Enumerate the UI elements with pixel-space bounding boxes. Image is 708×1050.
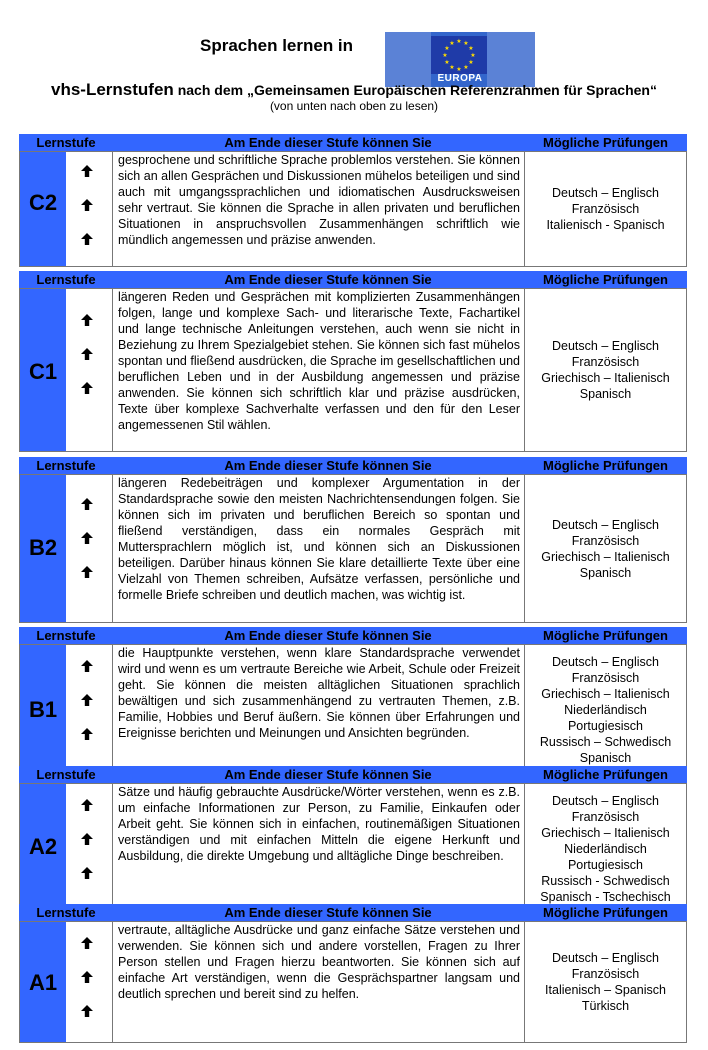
- exam-list: [525, 152, 686, 266]
- exam-item: Türkisch: [581, 999, 630, 1013]
- up-arrow-icon: [80, 693, 94, 707]
- page-title: Sprachen lernen in: [200, 36, 354, 55]
- level-block-c2: [19, 134, 687, 267]
- col-header-end: Am Ende dieser Stufe können Sie: [224, 628, 432, 643]
- col-header-end: Am Ende dieser Stufe können Sie: [224, 135, 432, 150]
- level-description: längeren Reden und Gesprächen mit komplizierten Zusammenhängen folgen, lange und komplexe Sach- und literarische Texte, Fachartikel und lange technische Anleitungen verstehen, auch wenn sie nicht in Beziehung zu Ihrem Spezialgebiet stehen. Sie können sich fast mühelos spontan und fließend ausdrücken, die Sprache im gesellschaftlichen und beruflichen Leben und in der Ausbildung angemessen und präzise anwenden. Sie können sich schriftlich klar und präzise ausdrücken, Texte über komplexe Sachverhalte verfassen und den für den Leser angemessenen Stil wählen.: [114, 289, 525, 451]
- up-arrow-icon: [80, 832, 94, 846]
- exam-item: Deutsch – Englisch: [551, 951, 659, 965]
- exam-list: [525, 784, 686, 913]
- level-cell: [20, 475, 66, 622]
- exam-list: [525, 922, 686, 1042]
- svg-text:★: ★: [444, 45, 450, 52]
- level-description: gesprochene und schriftliche Sprache problemlos verstehen. Sie können sich an allen Gesprächen und Diskussionen mühelos beteiligen und sind auch mit umgangssprachlichen und idiomatischen Ausdrucksweisen sehr vertraut. Sie können die Sprache in allen privaten und beruflichen Situationen in anspruchsvollen Zusammenhängen schriftlich wie mündlich angemessen und präzise anwenden.: [114, 152, 525, 266]
- exam-item: Portugiesisch: [567, 857, 644, 872]
- exam-item: Italienisch – Spanisch: [545, 983, 666, 997]
- eu-flag-icon: [431, 36, 487, 74]
- col-header-level: Lernstufe: [36, 272, 96, 287]
- up-arrow-icon: [80, 381, 94, 395]
- level-block-b1: [19, 627, 687, 776]
- level-header: [19, 627, 687, 644]
- col-header-level: Lernstufe: [36, 458, 96, 473]
- up-arrow-icon: [80, 565, 94, 579]
- level-body: [19, 474, 687, 623]
- up-arrow-icon: [80, 1004, 94, 1018]
- exam-item: Deutsch – Englisch: [551, 655, 659, 669]
- level-header: [19, 766, 687, 783]
- col-header-exams: Mögliche Prüfungen: [543, 905, 668, 920]
- level-code: C1: [28, 359, 58, 384]
- up-arrow-icon: [80, 798, 94, 812]
- level-cell: [20, 922, 66, 1042]
- exam-item: Russisch - Schwedisch: [541, 873, 670, 888]
- subtitle: [0, 80, 708, 100]
- exam-list: [525, 645, 686, 775]
- level-header: [19, 271, 687, 288]
- svg-text:★: ★: [456, 38, 462, 45]
- exam-item: Griechisch – Italienisch: [541, 549, 670, 564]
- exam-item: Spanisch: [579, 565, 632, 580]
- exam-item: Italienisch - Spanisch: [546, 218, 665, 232]
- exam-item: Französisch: [571, 355, 640, 369]
- up-arrow-icon: [80, 164, 94, 178]
- up-arrow-icon: [80, 347, 94, 361]
- exam-list: [525, 475, 686, 622]
- level-cell: [20, 152, 66, 266]
- level-body: [19, 921, 687, 1043]
- exam-item: Niederländisch: [564, 703, 647, 717]
- level-code: A1: [28, 970, 58, 995]
- level-body: [19, 783, 687, 914]
- europa-logo: [385, 32, 535, 87]
- subtitle-rest: nach dem „Gemeinsamen Europäischen Referenzrahmen für Sprachen“: [173, 82, 657, 98]
- svg-text:★: ★: [449, 40, 455, 47]
- col-header-level: Lernstufe: [36, 767, 96, 782]
- up-arrow-icon: [80, 970, 94, 984]
- exam-item: Französisch: [571, 671, 640, 685]
- level-body: [19, 151, 687, 267]
- level-header: [19, 134, 687, 151]
- level-body: [19, 288, 687, 452]
- logo-label: EUROPA: [437, 73, 483, 84]
- col-header-exams: Mögliche Prüfungen: [543, 458, 668, 473]
- arrow-column: [66, 922, 113, 1042]
- exam-item: Portugiesisch: [567, 719, 644, 733]
- subtitle-note: (von unten nach oben zu lesen): [269, 99, 439, 113]
- level-description: vertraute, alltägliche Ausdrücke und ganz einfache Sätze verstehen und verwenden. Sie können sich und andere vorstellen, Fragen zu Ihrer Person stellen und Fragen hierzu beantworten. Sie können sich auf einfache Art verständigen, wenn die Gesprächspartner langsam und deutlich sprechen und bereit sind zu helfen.: [114, 922, 525, 1042]
- svg-text:★: ★: [463, 40, 469, 47]
- up-arrow-icon: [80, 313, 94, 327]
- col-header-level: Lernstufe: [36, 628, 96, 643]
- level-code: B1: [28, 697, 58, 722]
- col-header-exams: Mögliche Prüfungen: [543, 135, 668, 150]
- subtitle-bold: vhs-Lernstufen: [51, 80, 174, 99]
- up-arrow-icon: [80, 936, 94, 950]
- arrow-column: [66, 784, 113, 913]
- exam-item: Französisch: [571, 809, 640, 824]
- arrow-column: [66, 289, 113, 451]
- col-header-end: Am Ende dieser Stufe können Sie: [224, 272, 432, 287]
- exam-item: Deutsch – Englisch: [551, 793, 659, 808]
- up-arrow-icon: [80, 727, 94, 741]
- col-header-level: Lernstufe: [36, 905, 96, 920]
- col-header-level: Lernstufe: [36, 135, 96, 150]
- exam-item: Deutsch – Englisch: [551, 186, 659, 200]
- level-body: [19, 644, 687, 776]
- level-description: die Hauptpunkte verstehen, wenn klare Standardsprache verwendet wird und wenn es um vertraute Bereiche wie Arbeit, Schule oder Freizeit geht. Sie können die meisten alltäglichen Situationen sprachlich bewältigen und sich zusammenhängend zu vertrauten Themen, z.B. Familie, Hobbies und Beruf äußern. Sie können über Erfahrungen und Ereignisse berichten und Meinungen und Ansichten begründen.: [114, 645, 525, 775]
- col-header-end: Am Ende dieser Stufe können Sie: [224, 905, 432, 920]
- exam-list: [525, 289, 686, 451]
- arrow-column: [66, 152, 113, 266]
- exam-item: Französisch: [571, 967, 640, 981]
- level-cell: [20, 289, 66, 451]
- exam-item: Griechisch – Italienisch: [541, 687, 670, 701]
- svg-text:★: ★: [468, 45, 474, 52]
- level-code: B2: [28, 535, 58, 560]
- arrow-column: [66, 475, 113, 622]
- svg-text:★: ★: [463, 64, 469, 71]
- level-cell: [20, 784, 66, 913]
- up-arrow-icon: [80, 232, 94, 246]
- exam-item: Spanisch: [579, 751, 632, 765]
- up-arrow-icon: [80, 531, 94, 545]
- level-header: [19, 904, 687, 921]
- level-block-a1: [19, 904, 687, 1043]
- col-header-end: Am Ende dieser Stufe können Sie: [224, 767, 432, 782]
- svg-text:★: ★: [449, 64, 455, 71]
- up-arrow-icon: [80, 866, 94, 880]
- level-description: längeren Redebeiträgen und komplexer Argumentation in der Standardsprache sowie den meisten Nachrichtensendungen folgen. Sie können sich im privaten und beruflichen Bereich so spontan und fließend verständigen, dass ein normales Gespräch mit Muttersprachlern möglich ist, und können sich an Diskussionen beteiligen. Darüber hinaus können Sie klare detaillierte Texte über eine Vielzahl von Themen schreiben, Aufsätze verfassen, persönliche und formelle Briefe schreiben und deutlich machen, was wichtig ist.: [114, 475, 525, 622]
- exam-item: Griechisch – Italienisch: [541, 371, 670, 385]
- exam-item: Spanisch - Tschechisch: [540, 889, 671, 904]
- level-header: [19, 457, 687, 474]
- col-header-exams: Mögliche Prüfungen: [543, 767, 668, 782]
- up-arrow-icon: [80, 198, 94, 212]
- level-cell: [20, 645, 66, 775]
- svg-text:★: ★: [470, 52, 476, 59]
- exam-item: Russisch – Schwedisch: [539, 735, 672, 749]
- exam-item: Spanisch: [579, 387, 632, 401]
- exam-item: Griechisch – Italienisch: [541, 825, 670, 840]
- exam-item: Französisch: [571, 202, 640, 216]
- col-header-end: Am Ende dieser Stufe können Sie: [224, 458, 432, 473]
- arrow-column: [66, 645, 113, 775]
- svg-text:★: ★: [468, 59, 474, 66]
- col-header-exams: Mögliche Prüfungen: [543, 272, 668, 287]
- svg-text:★: ★: [442, 52, 448, 59]
- exam-item: Deutsch – Englisch: [551, 339, 659, 353]
- level-block-c1: [19, 271, 687, 452]
- up-arrow-icon: [80, 497, 94, 511]
- level-code: C2: [28, 190, 58, 215]
- svg-text:★: ★: [456, 66, 462, 73]
- title-row: [0, 16, 708, 84]
- svg-text:★: ★: [444, 59, 450, 66]
- level-block-a2: [19, 766, 687, 914]
- exam-item: Deutsch – Englisch: [551, 517, 659, 532]
- exam-item: Französisch: [571, 533, 640, 548]
- level-code: A2: [28, 834, 58, 859]
- level-description: Sätze und häufig gebrauchte Ausdrücke/Wörter verstehen, wenn es z.B. um einfache Informationen zur Person, zu Familie, Einkaufen oder Arbeit geht. Sie können sich in einfachen, routinemäßigen Situationen verständigen und mit einfachen Mitteln die eigene Herkunft und Ausbildung, die direkte Umgebung und alltägliche Dinge beschreiben.: [114, 784, 525, 913]
- exam-item: Niederländisch: [564, 841, 647, 856]
- up-arrow-icon: [80, 659, 94, 673]
- level-block-b2: [19, 457, 687, 623]
- col-header-exams: Mögliche Prüfungen: [543, 628, 668, 643]
